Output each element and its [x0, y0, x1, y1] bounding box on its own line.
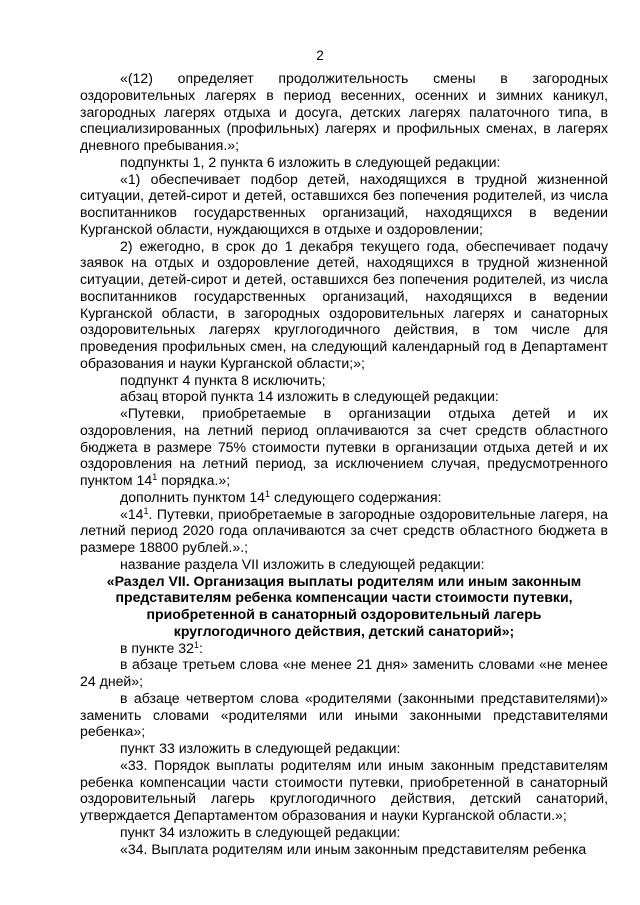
paragraph-point-34-intro: пункт 34 изложить в следующей редакции: [120, 823, 401, 840]
section-7-heading: «Раздел VII. Организация выплаты родителям или иным законным представителям ребенка компенсации части стоимости путевки, приобретенной в санаторный оздоровительный лагерь круглогодичного действия, детский санаторий»; [106, 572, 582, 639]
paragraph-point-33-intro: пункт 33 изложить в следующей редакции: [120, 740, 401, 756]
point-14-main-text: «Путевки, приобретаемые в организации отдыха детей и их оздоровления, на летний период оплачиваются за счет средств областного бюджета в размере 75% стоимости путевки в организации отдыха детей и их оздоровления на летний период, за исключением случая, предусмотренного пунктом 14 [80, 405, 608, 488]
point-32-pre: в пункте 32 [120, 639, 194, 656]
paragraph-abzac-4: в абзаце четвертом слова «родителями (законными представителями)» заменить словами «родителями или иными законными представителями ребенка»; [80, 689, 608, 740]
paragraph-point-14-text [80, 405, 608, 489]
page-number: 2 [316, 48, 324, 63]
point-32-post: : [198, 639, 203, 656]
superscript: 1 [265, 488, 271, 499]
point-14-1-post: . Путевки, приобретаемые в загородные оздоровительные лагеря, на летний период 2020 года оплачиваются за счет средств областного бюджета в размере 18800 рублей.».; [80, 505, 608, 555]
paragraph-point-33-text: «33. Порядок выплаты родителям или иным законным представителям ребенка компенсации части стоимости путевки, приобретенной в санаторный оздоровительный лагерь круглогодичного действия, детский санаторий, утверждается Департаментом образования и науки Курганской области.»; [80, 756, 608, 823]
paragraph-point-32-1 [80, 640, 608, 657]
point-14-end-text: порядка.»; [157, 472, 231, 488]
superscript: 1 [143, 505, 149, 516]
point-14-1-pre: «14 [120, 505, 144, 522]
paragraph-subpoint-2: 2) ежегодно, в срок до 1 декабря текущего года, обеспечивает подачу заявок на отдых и оздоровление детей, находящихся в трудной жизненной ситуации, детей-сирот и детей, оставшихся без попечения родителей, из числа воспитанников государственных организаций, находящихся в ведении Курганской области, в загородных оздоровительных лагерях и санаторных оздоровительных лагерях круглогодичного действия, в том числе для проведения профильных смен, на следующий календарный год в Департамент образования и науки Курганской области;»; [80, 237, 608, 371]
paragraph-subpoints-1-2: подпункты 1, 2 пункта 6 изложить в следующей редакции: [120, 153, 501, 170]
paragraph-subpoint-1: «1) обеспечивает подбор детей, находящихся в трудной жизненной ситуации, детей-сирот и детей, оставшихся без попечения родителей, из числа воспитанников государственных организаций, находящихся в ведении Курганской области, нуждающихся в отдыхе и оздоровлении; [80, 170, 608, 237]
superscript: 1 [152, 472, 158, 482]
paragraph-abzac-3: в абзаце третьем слова «не менее 21 дня» заменить словами «не менее 24 дней»; [80, 656, 608, 689]
paragraph-section-7-title-intro: название раздела VII изложить в следующей редакции: [120, 555, 485, 572]
paragraph-exclude-subpoint-4: подпункт 4 пункта 8 исключить; [120, 371, 326, 388]
superscript: 1 [193, 639, 199, 650]
paragraph-point-34-text: «34. Выплата родителям или иным законным представителям ребенка [120, 840, 587, 857]
paragraph-add-point-14-1 [80, 489, 608, 506]
document-body [80, 70, 608, 857]
add-point-pre: дополнить пунктом 14 [120, 488, 266, 505]
paragraph-point-14-intro: абзац второй пункта 14 изложить в следующей редакции: [120, 388, 499, 405]
paragraph-point-14-1-text [80, 506, 608, 556]
paragraph-item-12: «(12) определяет продолжительность смены в загородных оздоровительных лагерях в период весенних, осенних и зимних каникул, загородных лагерях отдыха и досуга, детских лагерях палаточного типа, в специализированных (профильных) лагерях и профильных сменах, в лагерях дневного пребывания.»; [80, 70, 608, 153]
add-point-post: следующего содержания: [270, 488, 442, 505]
